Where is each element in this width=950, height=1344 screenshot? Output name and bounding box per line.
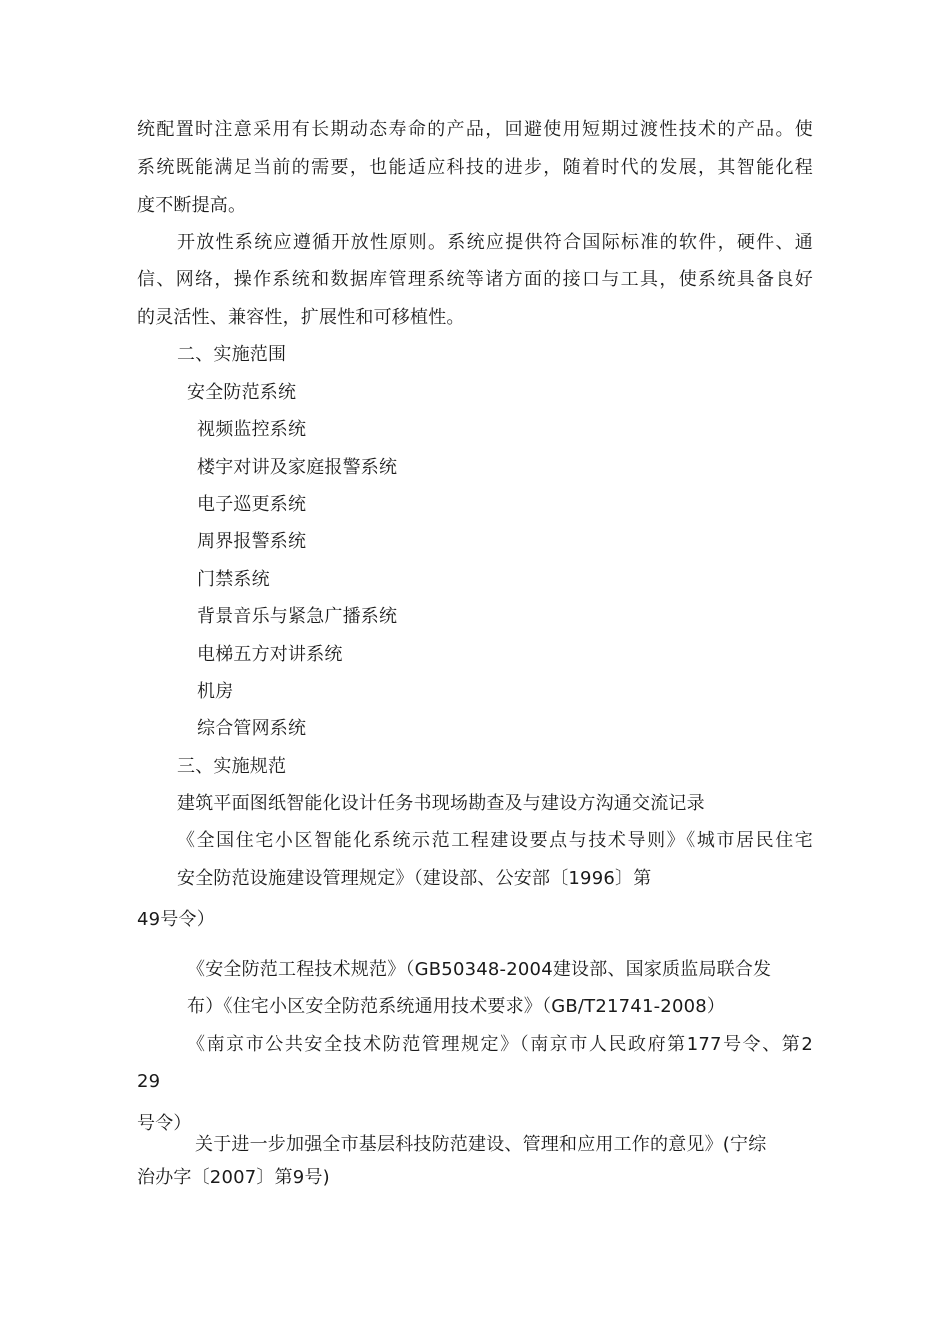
list-item: 背景音乐与紧急广播系统 bbox=[197, 606, 398, 627]
section-heading: 三、实施规范 bbox=[177, 756, 287, 777]
text-line: 治办字〔2007〕第9号) bbox=[137, 1167, 330, 1188]
list-item: 机房 bbox=[197, 681, 234, 702]
text-line: 《南京市公共安全技术防范管理规定》（南京市人民政府第177号令、第2 bbox=[187, 1034, 813, 1055]
text-line: 29 bbox=[137, 1071, 161, 1092]
text-line: 《全国住宅小区智能化系统示范工程建设要点与技术导则》《城市居民住宅 bbox=[177, 830, 813, 851]
list-item: 电梯五方对讲系统 bbox=[197, 644, 343, 665]
section-heading: 二、实施范围 bbox=[177, 344, 287, 365]
text-line: 布）《住宅小区安全防范系统通用技术要求》（GB/T21741-2008） bbox=[187, 996, 726, 1017]
list-item: 门禁系统 bbox=[197, 569, 270, 590]
text-line: 建筑平面图纸智能化设计任务书现场勘查及与建设方沟通交流记录 bbox=[177, 793, 705, 814]
list-item: 电子巡更系统 bbox=[197, 494, 307, 515]
text-line: 49号令） bbox=[137, 909, 215, 930]
text-line: 系统既能满足当前的需要，也能适应科技的进步，随着时代的发展，其智能化程 bbox=[137, 157, 813, 178]
list-item: 楼宇对讲及家庭报警系统 bbox=[197, 457, 398, 478]
list-item: 视频监控系统 bbox=[197, 419, 307, 440]
text-line: 开放性系统应遵循开放性原则。系统应提供符合国际标准的软件，硬件、通 bbox=[177, 232, 813, 253]
text-line: 号令） bbox=[137, 1113, 192, 1134]
text-line: 关于进一步加强全市基层科技防范建设、管理和应用工作的意见》(宁综 bbox=[195, 1134, 767, 1155]
text-line: 的灵活性、兼容性，扩展性和可移植性。 bbox=[137, 307, 465, 328]
list-item: 综合管网系统 bbox=[197, 718, 307, 739]
list-item: 安全防范系统 bbox=[187, 382, 297, 403]
list-item: 周界报警系统 bbox=[197, 531, 307, 552]
text-line: 信、网络，操作系统和数据库管理系统等诸方面的接口与工具，使系统具备良好 bbox=[137, 269, 813, 290]
text-line: 《安全防范工程技术规范》（GB50348-2004建设部、国家质监局联合发 bbox=[187, 959, 772, 980]
text-line: 度不断提高。 bbox=[137, 195, 247, 216]
text-line: 安全防范设施建设管理规定》（建设部、公安部〔1996〕第 bbox=[177, 868, 652, 889]
text-line: 统配置时注意采用有长期动态寿命的产品，回避使用短期过渡性技术的产品。使 bbox=[137, 119, 813, 140]
